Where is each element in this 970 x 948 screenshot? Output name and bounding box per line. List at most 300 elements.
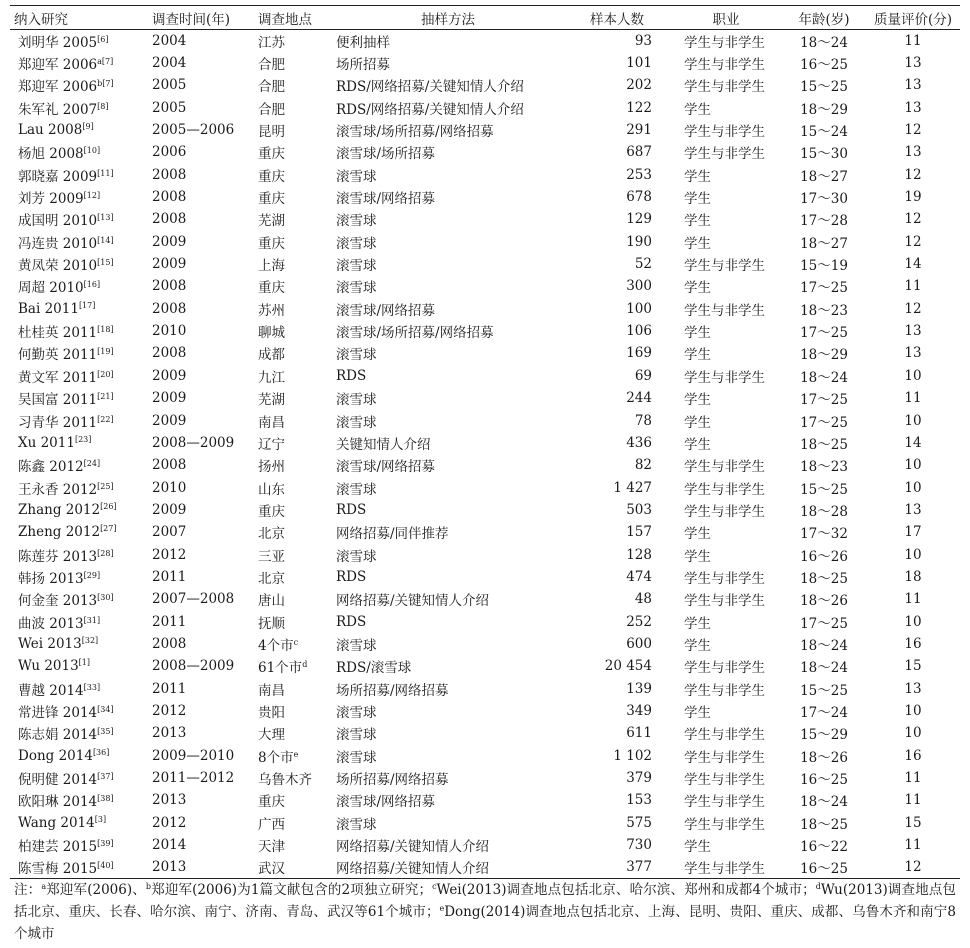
cell-sample-size bbox=[564, 208, 670, 230]
cell-age bbox=[782, 275, 866, 297]
footnote-marker: c bbox=[432, 882, 437, 891]
cell-survey-year-text: 2009 bbox=[152, 233, 187, 250]
cell-location bbox=[254, 365, 332, 387]
cell-sampling-method-text: RDS/滚雪球 bbox=[336, 660, 412, 677]
cell-sample-size-text: 291 bbox=[626, 122, 652, 139]
cell-location bbox=[254, 275, 332, 297]
cell-quality-score-text: 11 bbox=[904, 770, 922, 787]
cell-age-text: 18～27 bbox=[800, 168, 848, 185]
cell-location-text: 重庆 bbox=[258, 146, 285, 163]
cell-survey-year-text: 2008 bbox=[152, 345, 187, 362]
cell-location bbox=[254, 722, 332, 744]
cell-sampling-method bbox=[332, 454, 564, 476]
table-row bbox=[10, 722, 960, 744]
cell-quality-score-text: 11 bbox=[904, 591, 922, 608]
cell-study-text: Wu 2013 bbox=[18, 658, 79, 675]
table-row bbox=[10, 521, 960, 543]
cell-quality-score-text: 10 bbox=[904, 546, 922, 563]
cell-study bbox=[10, 834, 148, 856]
footnote-marker: d bbox=[815, 882, 821, 891]
cell-sample-size-text: 153 bbox=[626, 792, 652, 809]
reference-superscript: b[7] bbox=[97, 79, 114, 89]
cell-study bbox=[10, 722, 148, 744]
cell-sample-size bbox=[564, 722, 670, 744]
cell-location bbox=[254, 566, 332, 588]
cell-age-text: 17～25 bbox=[800, 392, 848, 409]
cell-location bbox=[254, 655, 332, 677]
cell-sample-size-text: 157 bbox=[626, 524, 652, 541]
table-row bbox=[10, 164, 960, 186]
cell-location bbox=[254, 119, 332, 141]
cell-sample-size bbox=[564, 253, 670, 275]
cell-study-text: 曹越 2014 bbox=[18, 682, 84, 699]
cell-occupation bbox=[670, 186, 782, 208]
cell-occupation-text: 学生与非学生 bbox=[684, 124, 765, 141]
table-row bbox=[10, 812, 960, 834]
cell-occupation-text: 学生与非学生 bbox=[684, 459, 765, 476]
cell-sample-size-text: 69 bbox=[634, 367, 652, 384]
reference-superscript: [12] bbox=[83, 191, 101, 201]
table-row bbox=[10, 186, 960, 208]
cell-quality-score-text: 16 bbox=[904, 635, 922, 652]
cell-sampling-method-text: 滚雪球 bbox=[336, 168, 377, 185]
cell-study-text: 何金奎 2013 bbox=[18, 593, 98, 610]
cell-sampling-method bbox=[332, 365, 564, 387]
reference-superscript: [26] bbox=[100, 501, 117, 511]
cell-location-text: 上海 bbox=[258, 258, 285, 275]
cell-sampling-method bbox=[332, 30, 564, 52]
cell-sample-size bbox=[564, 543, 670, 565]
cell-sampling-method-text: 滚雪球/网络招募 bbox=[336, 302, 436, 319]
table-row bbox=[10, 342, 960, 364]
cell-survey-year bbox=[148, 856, 254, 878]
cell-study-text: 郑迎军 2006 bbox=[18, 57, 98, 74]
cell-location bbox=[254, 812, 332, 834]
cell-location-text: 聊城 bbox=[258, 325, 285, 342]
cell-quality-score bbox=[866, 812, 960, 834]
cell-location bbox=[254, 745, 332, 767]
cell-quality-score-text: 11 bbox=[904, 792, 922, 809]
location-note-marker: e bbox=[293, 749, 299, 759]
cell-sampling-method bbox=[332, 677, 564, 699]
cell-occupation-text: 学生 bbox=[684, 548, 711, 565]
cell-study bbox=[10, 208, 148, 230]
cell-occupation-text: 学生 bbox=[684, 704, 711, 721]
cell-location bbox=[254, 588, 332, 610]
reference-superscript: [40] bbox=[97, 861, 114, 871]
cell-age bbox=[782, 745, 866, 767]
cell-sampling-method bbox=[332, 97, 564, 119]
cell-age-text: 18～25 bbox=[800, 570, 848, 587]
cell-location bbox=[254, 320, 332, 342]
reference-superscript: [16] bbox=[83, 280, 101, 290]
cell-sampling-method bbox=[332, 745, 564, 767]
cell-sample-size-text: 93 bbox=[634, 32, 652, 49]
cell-location bbox=[254, 499, 332, 521]
cell-location bbox=[254, 677, 332, 699]
table-footnote bbox=[14, 879, 956, 945]
cell-sampling-method-text: 场所招募/网络招募 bbox=[336, 772, 449, 789]
cell-sampling-method-text: 滚雪球 bbox=[336, 258, 377, 275]
cell-age bbox=[782, 97, 866, 119]
cell-study-text: Wei 2013 bbox=[18, 635, 82, 652]
cell-location bbox=[254, 610, 332, 632]
cell-survey-year-text: 2007—2008 bbox=[152, 591, 235, 608]
table-row bbox=[10, 454, 960, 476]
cell-age bbox=[782, 253, 866, 275]
cell-quality-score bbox=[866, 476, 960, 498]
cell-study-text: 刘芳 2009 bbox=[18, 191, 84, 208]
cell-sample-size-text: 52 bbox=[634, 256, 652, 273]
cell-sampling-method bbox=[332, 566, 564, 588]
cell-sampling-method bbox=[332, 74, 564, 96]
cell-quality-score bbox=[866, 298, 960, 320]
cell-quality-score-text: 12 bbox=[904, 233, 922, 250]
cell-occupation-text: 学生与非学生 bbox=[684, 79, 765, 96]
cell-occupation bbox=[670, 119, 782, 141]
cell-location-text: 重庆 bbox=[258, 503, 285, 520]
cell-survey-year bbox=[148, 74, 254, 96]
cell-location bbox=[254, 476, 332, 498]
reference-superscript: [13] bbox=[97, 213, 114, 223]
cell-location-text: 贵阳 bbox=[258, 704, 285, 721]
cell-quality-score-text: 15 bbox=[904, 814, 922, 831]
cell-occupation-text: 学生与非学生 bbox=[684, 481, 765, 498]
cell-sample-size-text: 101 bbox=[626, 55, 652, 72]
cell-survey-year bbox=[148, 543, 254, 565]
cell-occupation-text: 学生与非学生 bbox=[684, 570, 765, 587]
cell-study bbox=[10, 342, 148, 364]
reference-superscript: [9] bbox=[82, 122, 94, 132]
cell-occupation bbox=[670, 253, 782, 275]
cell-age bbox=[782, 30, 866, 52]
cell-location-text: 合肥 bbox=[258, 79, 285, 96]
cell-survey-year-text: 2009 bbox=[152, 501, 187, 518]
cell-sampling-method-text: 滚雪球 bbox=[336, 347, 377, 364]
cell-study bbox=[10, 700, 148, 722]
cell-study bbox=[10, 365, 148, 387]
cell-survey-year-text: 2008 bbox=[152, 278, 187, 295]
cell-survey-year-text: 2012 bbox=[152, 814, 187, 831]
cell-location-text: 南昌 bbox=[258, 414, 285, 431]
cell-survey-year bbox=[148, 298, 254, 320]
cell-sampling-method-text: 滚雪球 bbox=[336, 392, 377, 409]
cell-survey-year-text: 2011—2012 bbox=[152, 770, 235, 787]
cell-location bbox=[254, 141, 332, 163]
table-row bbox=[10, 745, 960, 767]
cell-survey-year-text: 2013 bbox=[152, 725, 187, 742]
cell-study bbox=[10, 253, 148, 275]
cell-occupation-text: 学生 bbox=[684, 235, 711, 252]
cell-sample-size bbox=[564, 298, 670, 320]
cell-sampling-method bbox=[332, 164, 564, 186]
cell-occupation bbox=[670, 767, 782, 789]
cell-survey-year bbox=[148, 476, 254, 498]
cell-sampling-method-text: 滚雪球/场所招募/网络招募 bbox=[336, 124, 494, 141]
table-row bbox=[10, 834, 960, 856]
cell-survey-year bbox=[148, 275, 254, 297]
cell-sampling-method bbox=[332, 253, 564, 275]
table-row bbox=[10, 543, 960, 565]
cell-study-text: 郭晓嘉 2009 bbox=[18, 168, 98, 185]
cell-study bbox=[10, 543, 148, 565]
cell-sample-size bbox=[564, 812, 670, 834]
cell-sampling-method-text: 滚雪球 bbox=[336, 749, 377, 766]
table-body bbox=[10, 30, 960, 879]
cell-sample-size bbox=[564, 409, 670, 431]
cell-location bbox=[254, 74, 332, 96]
cell-quality-score bbox=[866, 745, 960, 767]
cell-location-text: 江苏 bbox=[258, 34, 285, 51]
cell-occupation bbox=[670, 722, 782, 744]
cell-sample-size-text: 128 bbox=[626, 546, 652, 563]
cell-sample-size-text: 1 102 bbox=[613, 747, 652, 764]
table-row bbox=[10, 30, 960, 52]
cell-study bbox=[10, 566, 148, 588]
cell-quality-score bbox=[866, 119, 960, 141]
location-note-marker: d bbox=[302, 660, 308, 670]
cell-sample-size bbox=[564, 365, 670, 387]
cell-occupation bbox=[670, 856, 782, 878]
cell-study-text: 欧阳琳 2014 bbox=[18, 794, 98, 811]
cell-survey-year-text: 2010 bbox=[152, 323, 187, 340]
cell-age bbox=[782, 432, 866, 454]
cell-age bbox=[782, 499, 866, 521]
cell-age-text: 17～32 bbox=[800, 526, 848, 543]
table-row bbox=[10, 588, 960, 610]
cell-location bbox=[254, 856, 332, 878]
cell-survey-year bbox=[148, 722, 254, 744]
cell-occupation-text: 学生与非学生 bbox=[684, 749, 765, 766]
table-row bbox=[10, 700, 960, 722]
cell-survey-year bbox=[148, 432, 254, 454]
table-row bbox=[10, 409, 960, 431]
cell-study bbox=[10, 275, 148, 297]
cell-study bbox=[10, 141, 148, 163]
cell-sampling-method-text: 场所招募/网络招募 bbox=[336, 682, 449, 699]
cell-occupation bbox=[670, 588, 782, 610]
cell-quality-score-text: 12 bbox=[904, 122, 922, 139]
cell-location bbox=[254, 186, 332, 208]
header-occupation: 职业 bbox=[670, 6, 782, 30]
cell-survey-year bbox=[148, 767, 254, 789]
cell-sampling-method bbox=[332, 789, 564, 811]
reference-superscript: [15] bbox=[97, 258, 114, 268]
cell-survey-year bbox=[148, 387, 254, 409]
cell-sample-size-text: 436 bbox=[626, 434, 652, 451]
cell-survey-year bbox=[148, 342, 254, 364]
cell-occupation bbox=[670, 97, 782, 119]
cell-sample-size bbox=[564, 52, 670, 74]
cell-occupation bbox=[670, 208, 782, 230]
cell-quality-score bbox=[866, 655, 960, 677]
cell-age bbox=[782, 543, 866, 565]
cell-sampling-method bbox=[332, 186, 564, 208]
table-row bbox=[10, 320, 960, 342]
cell-quality-score bbox=[866, 275, 960, 297]
cell-occupation-text: 学生 bbox=[684, 615, 711, 632]
cell-sample-size-text: 349 bbox=[626, 702, 652, 719]
cell-study bbox=[10, 521, 148, 543]
cell-survey-year-text: 2008 bbox=[152, 189, 187, 206]
cell-occupation-text: 学生与非学生 bbox=[684, 34, 765, 51]
cell-survey-year bbox=[148, 521, 254, 543]
reference-superscript: [8] bbox=[97, 101, 109, 111]
cell-sampling-method-text: 滚雪球 bbox=[336, 816, 377, 833]
cell-quality-score-text: 19 bbox=[904, 189, 922, 206]
cell-survey-year-text: 2008 bbox=[152, 635, 187, 652]
header-quality-score: 质量评价(分) bbox=[866, 6, 960, 30]
cell-survey-year bbox=[148, 208, 254, 230]
cell-quality-score bbox=[866, 610, 960, 632]
cell-survey-year bbox=[148, 789, 254, 811]
cell-survey-year bbox=[148, 141, 254, 163]
cell-occupation-text: 学生与非学生 bbox=[684, 593, 765, 610]
cell-survey-year bbox=[148, 52, 254, 74]
header-study: 纳入研究 bbox=[10, 6, 148, 30]
cell-age bbox=[782, 119, 866, 141]
footnote-text: Wei(2013)调查地点包括北京、哈尔滨、郑州和成都4个城市； bbox=[436, 882, 816, 898]
cell-study-text: 陈雪梅 2015 bbox=[18, 861, 98, 878]
cell-quality-score bbox=[866, 52, 960, 74]
cell-occupation-text: 学生与非学生 bbox=[684, 57, 765, 74]
cell-location-text: 北京 bbox=[258, 526, 285, 543]
cell-age-text: 18～24 bbox=[800, 794, 848, 811]
cell-age-text: 18～29 bbox=[800, 101, 848, 118]
cell-sampling-method-text: 场所招募 bbox=[336, 57, 390, 74]
cell-sampling-method bbox=[332, 722, 564, 744]
cell-location-text: 扬州 bbox=[258, 459, 285, 476]
cell-occupation bbox=[670, 677, 782, 699]
cell-sample-size bbox=[564, 834, 670, 856]
cell-quality-score bbox=[866, 789, 960, 811]
table-row bbox=[10, 499, 960, 521]
cell-occupation-text: 学生与非学生 bbox=[684, 772, 765, 789]
cell-sample-size bbox=[564, 476, 670, 498]
cell-sample-size bbox=[564, 432, 670, 454]
footnote-marker: b bbox=[145, 882, 152, 891]
cell-occupation-text: 学生与非学生 bbox=[684, 660, 765, 677]
cell-age-text: 17～25 bbox=[800, 280, 848, 297]
cell-sample-size-text: 82 bbox=[634, 457, 652, 474]
cell-quality-score-text: 16 bbox=[904, 747, 922, 764]
cell-quality-score bbox=[866, 432, 960, 454]
cell-survey-year-text: 2011 bbox=[152, 680, 187, 697]
table-row bbox=[10, 141, 960, 163]
cell-sampling-method bbox=[332, 476, 564, 498]
cell-study-text: 陈莲芬 2013 bbox=[18, 548, 98, 565]
study-table bbox=[10, 5, 960, 879]
cell-occupation-text: 学生与非学生 bbox=[684, 369, 765, 386]
cell-survey-year-text: 2012 bbox=[152, 546, 187, 563]
cell-sampling-method bbox=[332, 834, 564, 856]
cell-location-text: 广西 bbox=[258, 816, 285, 833]
cell-location-text: 重庆 bbox=[258, 235, 285, 252]
table-header bbox=[10, 6, 960, 30]
cell-survey-year-text: 2004 bbox=[152, 32, 187, 49]
cell-study-text: Lau 2008 bbox=[18, 122, 83, 139]
cell-location-text: 合肥 bbox=[258, 101, 285, 118]
cell-age-text: 17～25 bbox=[800, 325, 848, 342]
cell-sample-size-text: 122 bbox=[626, 99, 652, 116]
cell-age-text: 17～28 bbox=[800, 213, 848, 230]
cell-study-text: 周超 2010 bbox=[18, 280, 84, 297]
table-row bbox=[10, 275, 960, 297]
cell-quality-score bbox=[866, 767, 960, 789]
cell-age bbox=[782, 231, 866, 253]
cell-sample-size bbox=[564, 856, 670, 878]
cell-age-text: 18～24 bbox=[800, 660, 848, 677]
cell-occupation bbox=[670, 141, 782, 163]
cell-occupation-text: 学生与非学生 bbox=[684, 258, 765, 275]
cell-occupation bbox=[670, 543, 782, 565]
reference-superscript: [31] bbox=[83, 615, 101, 625]
cell-study-text: 何勤英 2011 bbox=[18, 347, 98, 364]
cell-study-text: 习青华 2011 bbox=[18, 414, 98, 431]
cell-quality-score bbox=[866, 164, 960, 186]
reference-superscript: [35] bbox=[97, 727, 114, 737]
cell-study-text: 陈志娟 2014 bbox=[18, 727, 98, 744]
cell-location-text: 合肥 bbox=[258, 57, 285, 74]
cell-sampling-method bbox=[332, 521, 564, 543]
cell-sampling-method bbox=[332, 387, 564, 409]
cell-occupation-text: 学生与非学生 bbox=[684, 503, 765, 520]
cell-sample-size-text: 106 bbox=[626, 323, 652, 340]
cell-sampling-method bbox=[332, 543, 564, 565]
cell-age-text: 15～30 bbox=[800, 146, 848, 163]
cell-location bbox=[254, 454, 332, 476]
cell-occupation bbox=[670, 812, 782, 834]
cell-study-text: 黄凤荣 2010 bbox=[18, 258, 98, 275]
cell-occupation bbox=[670, 275, 782, 297]
cell-study-text: 成国明 2010 bbox=[18, 213, 98, 230]
cell-sampling-method-text: 滚雪球 bbox=[336, 481, 377, 498]
cell-survey-year-text: 2007 bbox=[152, 524, 187, 541]
cell-survey-year bbox=[148, 499, 254, 521]
cell-occupation-text: 学生 bbox=[684, 168, 711, 185]
cell-quality-score-text: 12 bbox=[904, 300, 922, 317]
cell-sample-size bbox=[564, 186, 670, 208]
cell-study bbox=[10, 432, 148, 454]
cell-sample-size bbox=[564, 320, 670, 342]
cell-study bbox=[10, 164, 148, 186]
cell-quality-score-text: 11 bbox=[904, 278, 922, 295]
cell-quality-score-text: 11 bbox=[904, 390, 922, 407]
table-row bbox=[10, 767, 960, 789]
cell-quality-score bbox=[866, 566, 960, 588]
cell-occupation bbox=[670, 342, 782, 364]
header-age: 年龄(岁) bbox=[782, 6, 866, 30]
cell-survey-year bbox=[148, 119, 254, 141]
cell-location bbox=[254, 767, 332, 789]
cell-age bbox=[782, 365, 866, 387]
cell-sampling-method-text: RDS bbox=[336, 568, 367, 585]
cell-survey-year bbox=[148, 700, 254, 722]
cell-survey-year-text: 2014 bbox=[152, 837, 187, 854]
cell-survey-year bbox=[148, 164, 254, 186]
cell-study bbox=[10, 409, 148, 431]
cell-sample-size bbox=[564, 789, 670, 811]
cell-sampling-method-text: 网络招募/关键知情人介绍 bbox=[336, 593, 490, 610]
header-sample-size: 样本人数 bbox=[564, 6, 670, 30]
cell-study bbox=[10, 454, 148, 476]
cell-quality-score-text: 10 bbox=[904, 412, 922, 429]
cell-age bbox=[782, 164, 866, 186]
cell-sampling-method-text: RDS bbox=[336, 501, 367, 518]
cell-study bbox=[10, 119, 148, 141]
cell-location-text: 昆明 bbox=[258, 124, 285, 141]
cell-survey-year bbox=[148, 365, 254, 387]
